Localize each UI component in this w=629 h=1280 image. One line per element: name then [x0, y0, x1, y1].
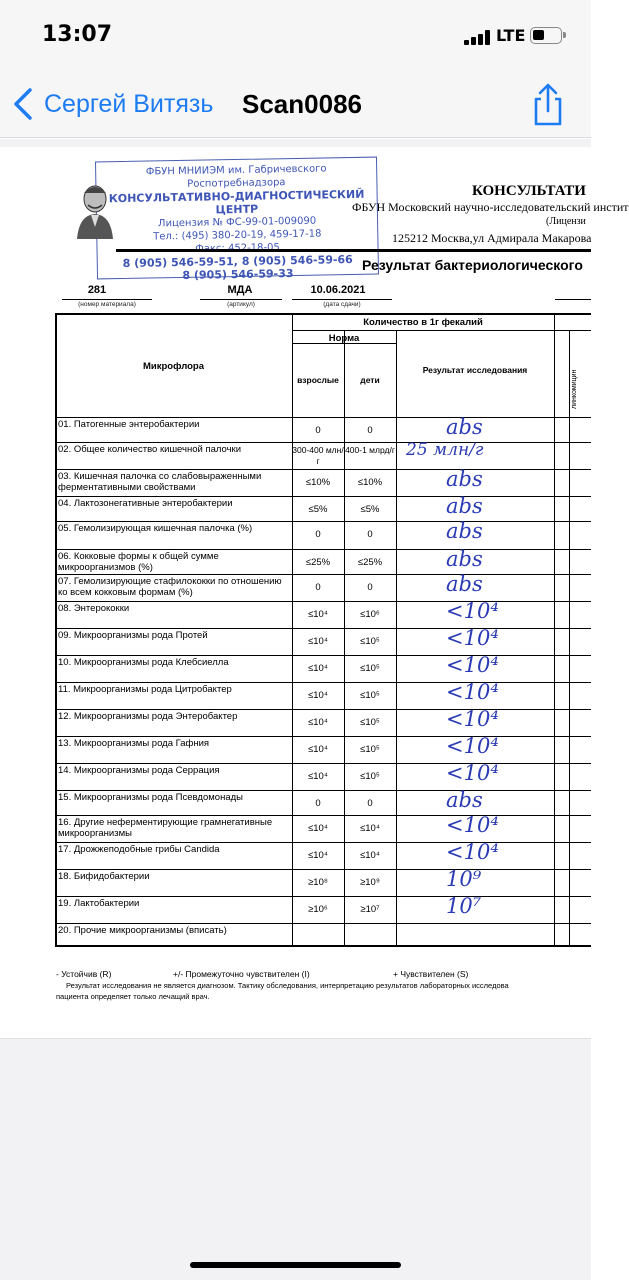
- row-microflora-name: 20. Прочие микроорганизмы (вписать): [58, 925, 227, 936]
- row-norm-adults: ≤10⁴: [308, 771, 328, 782]
- row-result-handwritten: <10⁴: [446, 813, 499, 837]
- header-lincomycin: линкомицин: [571, 369, 578, 409]
- meta-divider: [62, 299, 152, 300]
- table-gridline: [55, 442, 591, 443]
- disclaimer: Результат исследования не является диагнозом. Тактику обследования, интерпретацию результатов лабораторных исследова: [66, 981, 509, 990]
- header-children: дети: [360, 375, 380, 385]
- legend-intermediate: +/- Промежуточно чувствителен (I): [173, 969, 310, 979]
- row-norm-adults: ≤10%: [305, 477, 331, 488]
- legend-resistant: - Устойчив (R): [56, 969, 112, 979]
- row-norm-children: ≥10⁷: [360, 904, 380, 915]
- row-result-handwritten: abs: [446, 519, 483, 543]
- row-norm-children: ≤10%: [357, 477, 383, 488]
- row-result-handwritten: abs: [446, 788, 483, 812]
- status-time: 13:07: [42, 22, 113, 47]
- home-indicator: [190, 1262, 401, 1268]
- material-number-caption: (номер материала): [78, 301, 136, 308]
- share-icon[interactable]: [528, 82, 568, 128]
- table-gridline: [55, 628, 591, 629]
- row-norm-children: ≤10⁵: [360, 717, 380, 728]
- table-gridline: [554, 313, 555, 945]
- table-gridline: [55, 790, 591, 791]
- row-microflora-name: 18. Бифидобактерии: [58, 871, 150, 882]
- header-rule: [116, 249, 591, 252]
- row-result-handwritten: 10⁹: [446, 867, 482, 891]
- stamp-line: ФБУН МНИИЭМ им. Габричевского Роспотребнадзора: [145, 163, 327, 190]
- row-microflora-name: 14. Микроорганизмы рода Серрация: [58, 765, 220, 776]
- table-gridline: [396, 330, 397, 945]
- header-norm: Норма: [328, 333, 360, 344]
- row-microflora-name: 19. Лактобактерии: [58, 898, 140, 909]
- table-gridline: [55, 521, 591, 522]
- meta-divider: [200, 299, 282, 300]
- row-norm-adults: ≤10⁴: [308, 744, 328, 755]
- row-norm-children: 0: [367, 425, 373, 436]
- row-result-handwritten: <10⁴: [446, 626, 499, 650]
- stamp: [95, 157, 379, 280]
- results-table: [55, 313, 591, 997]
- row-microflora-name: 02. Общее количество кишечной палочки: [58, 444, 242, 455]
- row-result-handwritten: <10⁴: [446, 680, 499, 704]
- table-gridline: [55, 842, 591, 843]
- row-norm-children: 0: [367, 798, 373, 809]
- table-gridline: [55, 709, 591, 710]
- row-microflora-name: 17. Дрожжеподобные грибы Candida: [58, 844, 220, 855]
- row-norm-children: ≤10⁵: [360, 636, 380, 647]
- row-microflora-name: 16. Другие неферментирующие грамнегативные микроорганизмы: [58, 817, 273, 839]
- legend-sensitive: + Чувствителен (S): [393, 969, 469, 979]
- document-viewer[interactable]: [0, 139, 629, 1280]
- disclaimer-continued: пациента определяет только лечащий врач.: [56, 992, 210, 1001]
- table-gridline: [55, 736, 591, 737]
- row-norm-adults: 0: [315, 798, 321, 809]
- row-norm-children: 0: [367, 529, 373, 540]
- header-license: (Лицензи: [546, 216, 586, 227]
- header-adults: взрослые: [297, 375, 339, 385]
- scanned-page: [0, 147, 629, 1039]
- row-result-handwritten: abs: [446, 415, 483, 439]
- row-microflora-name: 10. Микроорганизмы рода Клебсиелла: [58, 657, 229, 668]
- row-norm-children: ≤10⁶: [360, 609, 380, 620]
- submission-date: 10.06.2021: [310, 284, 366, 296]
- header-microflora: Микрофлора: [143, 361, 204, 372]
- row-result-handwritten: <10⁴: [446, 761, 499, 785]
- row-norm-children: ≤10⁴: [360, 850, 380, 861]
- row-norm-adults: ≤10⁴: [308, 609, 328, 620]
- status-bar: [0, 0, 591, 72]
- row-microflora-name: 04. Лактозонегативные энтеробактерии: [58, 498, 233, 509]
- row-norm-adults: ≤10⁴: [308, 823, 328, 834]
- table-gridline: [55, 945, 591, 947]
- network-label: LTE: [496, 26, 526, 45]
- row-norm-children: 400-1 млрд/г: [345, 445, 395, 455]
- row-norm-adults: ≥10⁶: [308, 904, 328, 915]
- row-norm-adults: 0: [315, 425, 321, 436]
- row-norm-children: ≥10⁹: [360, 877, 380, 888]
- row-norm-children: ≤25%: [357, 557, 383, 568]
- row-norm-children: ≤10⁵: [360, 690, 380, 701]
- table-gridline: [569, 330, 570, 945]
- row-norm-children: ≤10⁴: [360, 823, 380, 834]
- row-result-handwritten: <10⁴: [446, 840, 499, 864]
- stamp-line: 8 (905) 546-59-33: [182, 267, 294, 282]
- battery-icon: [530, 27, 562, 44]
- row-result-handwritten: abs: [446, 547, 483, 571]
- row-microflora-name: 09. Микроорганизмы рода Протей: [58, 630, 208, 641]
- row-result-handwritten: abs: [446, 467, 483, 491]
- row-microflora-name: 03. Кишечная палочка со слабовыраженными ферментативными свойствами: [58, 471, 262, 493]
- table-gridline: [55, 763, 591, 764]
- article-caption: (артикул): [227, 301, 255, 308]
- stamp-line: Тел.: (495) 380-20-19, 459-17-18: [153, 228, 322, 243]
- table-gridline: [55, 549, 591, 550]
- table-gridline: [55, 496, 591, 497]
- table-gridline: [55, 682, 591, 683]
- row-result-handwritten: 25 млн/г: [406, 440, 484, 460]
- row-norm-adults: 0: [315, 582, 321, 593]
- row-result-handwritten: abs: [446, 572, 483, 596]
- row-microflora-name: 06. Кокковые формы к общей сумме микроорганизмов (%): [58, 551, 219, 573]
- document-title: Scan0086: [242, 89, 362, 119]
- header-quantity: Количество в 1г фекалий: [363, 317, 483, 328]
- stamp-line: 8 (905) 546-59-51, 8 (905) 546-59-66: [122, 252, 353, 271]
- row-norm-children: ≤10⁵: [360, 663, 380, 674]
- table-gridline: [55, 574, 591, 575]
- row-norm-adults: ≤10⁴: [308, 690, 328, 701]
- row-norm-adults: ≤25%: [305, 557, 331, 568]
- material-number: 281: [87, 284, 107, 296]
- back-chevron-icon[interactable]: [10, 86, 38, 122]
- nav-bar: [0, 72, 591, 138]
- header-title: КОНСУЛЬТАТИ: [472, 183, 586, 199]
- table-gridline: [55, 313, 57, 945]
- header-organization: ФБУН Московский научно-исследовательский инстит: [352, 200, 629, 214]
- row-microflora-name: 01. Патогенные энтеробактерии: [58, 419, 200, 430]
- row-norm-children: ≤10⁵: [360, 771, 380, 782]
- meta-divider: [292, 299, 392, 300]
- signal-icon: [464, 29, 492, 45]
- table-gridline: [55, 869, 591, 870]
- row-norm-children: 0: [367, 582, 373, 593]
- row-result-handwritten: <10⁴: [446, 599, 499, 623]
- row-norm-adults: 300-400 млн/г: [292, 445, 344, 466]
- table-gridline: [292, 330, 591, 331]
- row-norm-adults: ≥10⁸: [308, 877, 328, 888]
- meta-divider: [555, 299, 591, 300]
- table-gridline: [55, 655, 591, 656]
- stamp-line: КОНСУЛЬТАТИВНО-ДИАГНОСТИЧЕСКИЙ ЦЕНТР: [108, 187, 365, 217]
- result-title: Результат бактериологического: [362, 257, 583, 273]
- table-gridline: [55, 469, 591, 470]
- header-address: 125212 Москва,ул Адмирала Макарова: [392, 231, 592, 245]
- row-result-handwritten: <10⁴: [446, 707, 499, 731]
- table-gridline: [55, 896, 591, 897]
- row-result-handwritten: 10⁷: [446, 894, 482, 918]
- row-result-handwritten: abs: [446, 494, 483, 518]
- header-result: Результат исследования: [422, 365, 528, 375]
- row-norm-adults: ≤10⁴: [308, 636, 328, 647]
- row-norm-children: ≤10⁵: [360, 744, 380, 755]
- row-norm-adults: 0: [315, 529, 321, 540]
- portrait-logo: [74, 181, 116, 239]
- row-norm-adults: ≤10⁴: [308, 850, 328, 861]
- row-microflora-name: 07. Гемолизирующие стафилококки по отношению ко всем кокковым формам (%): [58, 576, 282, 598]
- submission-date-caption: (дата сдачи): [323, 301, 361, 308]
- row-microflora-name: 13. Микроорганизмы рода Гафния: [58, 738, 210, 749]
- table-gridline: [55, 417, 591, 418]
- row-microflora-name: 15. Микроорганизмы рода Псевдомонады: [58, 792, 243, 803]
- row-norm-adults: ≤10⁴: [308, 717, 328, 728]
- row-norm-adults: ≤10⁴: [308, 663, 328, 674]
- stamp-line: Лицензия № ФС-99-01-009090: [157, 215, 317, 230]
- row-microflora-name: 08. Энтерококки: [58, 603, 130, 614]
- row-norm-adults: ≤5%: [308, 504, 328, 515]
- row-microflora-name: 11. Микроорганизмы рода Цитробактер: [58, 684, 232, 695]
- article-code: МДА: [227, 284, 253, 296]
- row-microflora-name: 05. Гемолизирующая кишечная палочка (%): [58, 523, 253, 534]
- table-gridline: [55, 601, 591, 602]
- row-result-handwritten: <10⁴: [446, 653, 499, 677]
- table-gridline: [55, 313, 591, 315]
- table-gridline: [55, 815, 591, 816]
- table-gridline: [55, 923, 591, 924]
- back-button[interactable]: Сергей Витязь: [44, 90, 214, 118]
- row-result-handwritten: <10⁴: [446, 734, 499, 758]
- row-microflora-name: 12. Микроорганизмы рода Энтеробактер: [58, 711, 238, 722]
- row-norm-children: ≤5%: [360, 504, 380, 515]
